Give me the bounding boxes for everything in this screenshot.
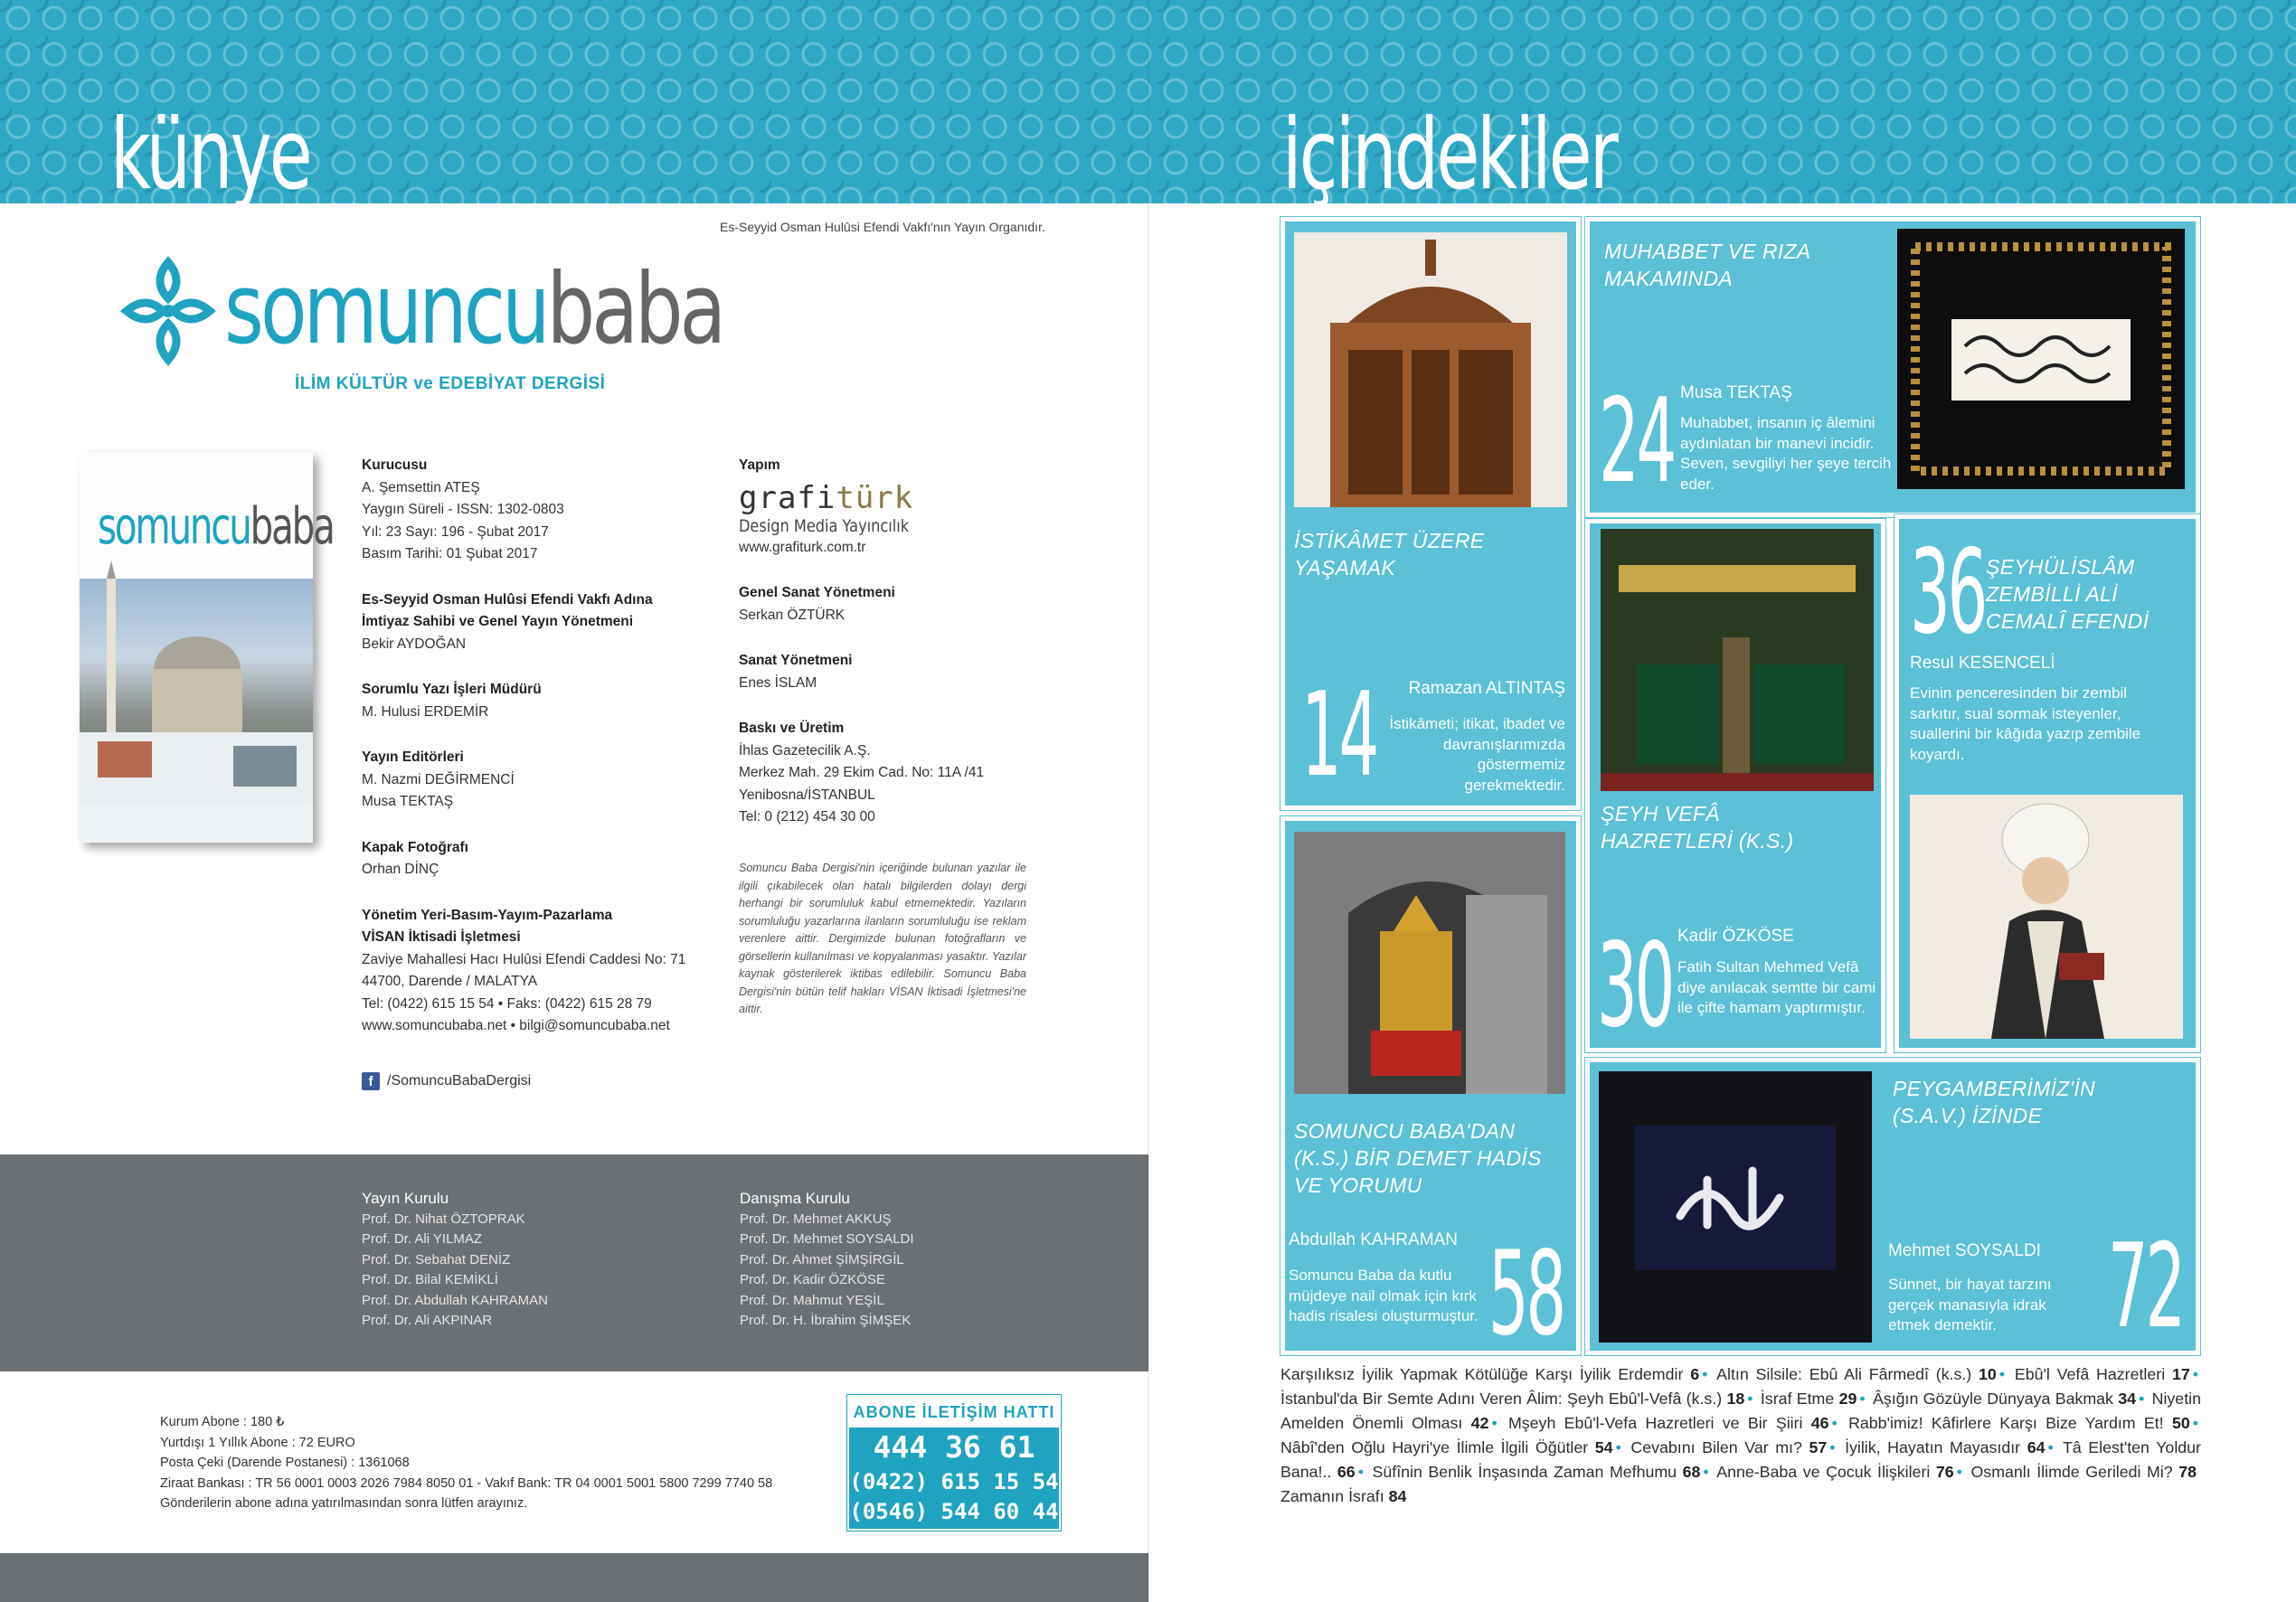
board-member: Prof. Dr. H. İbrahim ŞİMŞEK bbox=[740, 1313, 912, 1328]
toc-entry[interactable] bbox=[1970, 1463, 2197, 1481]
label-editors: Yayın Editörleri bbox=[362, 749, 464, 765]
toc-entry[interactable] bbox=[1508, 1414, 1829, 1432]
toc-entry-page: 46 bbox=[1810, 1414, 1829, 1432]
board-member: Prof. Dr. Ali AKPINAR bbox=[362, 1313, 493, 1328]
toc-article-24[interactable] bbox=[1585, 217, 2200, 517]
toc-article-72[interactable] bbox=[1585, 1058, 2200, 1355]
art-director-name: Enes İSLAM bbox=[739, 674, 817, 691]
toc-article-list: Karşılıksız İyilik Yapmak Kötülüğe Karşı İyilik Erdemdir 6 • Altın Silsile: Ebû Ali Fârmedî (k.s.) 10 • Ebû'l Vefâ Hazretleri 17 • İstanbul'da Bir Semte Adını Veren Âlim: Şeyh Ebû'l-Vefâ (k.s.) 18 • İsraf Etme 29 • Âşığın Gözüyle Dünyaya Bakmak 34 • Niyetin Amelden Önemli Olması 42 • Mşeyh Ebû'l-Vefa Hazretleri ve Bir Şiiri 46 • Rabb'imiz! Kâfirlere Karşı Bize Yardım Et! 50 • Nâbî'den Oğlu Hayri'ye İlimle İlgili Öğütler 54 • Cevabını Bilen Var mı? 57 • İyilik, Hayatın Mayasıdır 64 • Tâ Elest'ten Yoldur Bana!.. 66 • Süfînin Benlik İnşasında Zaman Mefhumu 68 • Anne-Baba ve Çocuk İlişkileri 76 • Osmanlı İlimde Geriledi Mi? 78 Zamanın İsrafı 84 bbox=[1280, 1365, 2201, 1505]
article-author: Mehmet SOYSALDI bbox=[1888, 1241, 2041, 1260]
article-description: İstikâmeti; itikat, ibadet ve davranışlarımızda göstermemiz gerekmektedir. bbox=[1389, 715, 1565, 794]
toc-entry-title: Osmanlı İlimde Geriledi Mi? bbox=[1970, 1463, 2173, 1481]
wooden-minbar-photo bbox=[1294, 232, 1567, 507]
toc-entry-title: Ebû'l Vefâ Hazretleri bbox=[2014, 1365, 2166, 1383]
toc-entry-page: 64 bbox=[2027, 1438, 2046, 1456]
publishing-board-heading: Yayın Kurulu bbox=[362, 1190, 449, 1207]
founder-name: A. Şemsettin ATEŞ bbox=[362, 479, 480, 495]
page-spine bbox=[1148, 0, 1149, 1602]
article-title: ŞEYHÜLİSLÂM ZEMBİLLİ ALİ CEMALÎ EFENDİ bbox=[1986, 555, 2150, 633]
tagline: Es-Seyyid Osman Hulûsi Efendi Vakfı'nın Yayın Organıdır. bbox=[720, 220, 1045, 234]
issn: Yaygın Süreli - ISSN: 1302-0803 bbox=[362, 502, 564, 517]
tomb-illustration bbox=[1601, 529, 1874, 791]
portrait-illustration bbox=[1910, 795, 2183, 1039]
minbar-illustration bbox=[1294, 232, 1567, 507]
logo-emblem-icon bbox=[121, 255, 215, 367]
article-author: Ramazan ALTINTAŞ bbox=[1408, 679, 1565, 698]
article-description: Sünnet, bir hayat tarzını gerçek manasıyla idrak etmek demektir. bbox=[1888, 1276, 2052, 1333]
cover-title-b: baba bbox=[250, 497, 334, 556]
logo-word-baba: baba bbox=[546, 253, 723, 366]
article-title: SOMUNCU BABA'DAN (K.S.) BİR DEMET HADİS VE YORUMU bbox=[1294, 1119, 1542, 1197]
article-title: ŞEYH VEFÂ HAZRETLERİ (K.S.) bbox=[1601, 802, 1794, 853]
article-page-number: 36 bbox=[1910, 525, 1985, 660]
toc-entry[interactable] bbox=[1716, 1463, 1953, 1481]
masthead-right bbox=[739, 455, 1037, 829]
toc-entry-page: 42 bbox=[1470, 1414, 1489, 1432]
hotline-number-1[interactable]: 444 36 61 bbox=[873, 1429, 1035, 1465]
kunye-heading: künye bbox=[110, 99, 310, 212]
masthead-left bbox=[362, 455, 705, 1038]
toc-entry-title: Niyetin Amelden Önemli Olması bbox=[1280, 1390, 2201, 1432]
advisory-board-heading: Danışma Kurulu bbox=[740, 1190, 850, 1207]
label-owner: İmtiyaz Sahibi ve Genel Yayın Yönetmeni bbox=[362, 614, 634, 629]
label-art-director-general: Genel Sanat Yönetmeni bbox=[739, 585, 895, 600]
advisory-board bbox=[740, 1189, 914, 1332]
label-editor-in-chief: Sorumlu Yazı İşleri Müdürü bbox=[362, 682, 542, 697]
toc-entry-title: Süfînin Benlik İnşasında Zaman Mefhumu bbox=[1372, 1463, 1677, 1481]
toc-entry[interactable] bbox=[1373, 1463, 1701, 1481]
board-member: Prof. Dr. Ahmet ŞİMŞİRGİL bbox=[740, 1251, 904, 1267]
article-page-number: 24 bbox=[1599, 374, 1674, 509]
logo-wordmark bbox=[224, 253, 723, 366]
art-director-general-name: Serkan ÖZTÜRK bbox=[739, 607, 846, 623]
toc-entry[interactable] bbox=[1280, 1365, 1699, 1383]
toc-entry-page: 34 bbox=[2118, 1390, 2137, 1408]
toc-entry-title: Anne-Baba ve Çocuk İlişkileri bbox=[1716, 1463, 1931, 1481]
printer-address-1: Merkez Mah. 29 Ekim Cad. No: 11A /41 bbox=[739, 765, 985, 780]
icindekiler-heading: içindekiler bbox=[1282, 99, 1616, 212]
article-description: Evinin penceresinden bir zembil sarkıtır, sual sormak isteyenler, suallerini bir kâğıda yazıp zembile koyardı. bbox=[1910, 684, 2141, 763]
board-member: Prof. Dr. Sebahat DENİZ bbox=[362, 1251, 511, 1267]
label-management: Yönetim Yeri-Basım-Yayım-Pazarlama bbox=[362, 907, 613, 923]
toc-entry[interactable] bbox=[1761, 1390, 1857, 1408]
label-printing: Baskı ve Üretim bbox=[739, 721, 845, 736]
logo-subtitle: İLİM KÜLTÜR ve EDEBİYAT DERGİSİ bbox=[295, 374, 606, 393]
facebook-handle: /SomuncuBabaDergisi bbox=[387, 1073, 532, 1088]
cover-footer bbox=[80, 805, 313, 843]
label-art-director: Sanat Yönetmeni bbox=[739, 653, 853, 668]
hotline-number-3[interactable]: (0546) 544 60 44 bbox=[849, 1499, 1059, 1524]
toc-entry-page: 50 bbox=[2171, 1414, 2190, 1432]
cover-photographer: Orhan DİNÇ bbox=[362, 862, 439, 877]
printer-name: İhlas Gazetecilik A.Ş. bbox=[739, 742, 871, 759]
cover-title-a: somuncu bbox=[98, 497, 250, 556]
article-author: Musa TEKTAŞ bbox=[1680, 383, 1792, 402]
facebook-link[interactable] bbox=[362, 1072, 531, 1090]
board-member: Prof. Dr. Kadir ÖZKÖSE bbox=[740, 1272, 885, 1287]
print-date: Basım Tarihi: 01 Şubat 2017 bbox=[362, 546, 538, 561]
subscription-line: Yurtdışı 1 Yıllık Abone : 72 EURO bbox=[160, 1435, 355, 1450]
article-page-number: 30 bbox=[1597, 919, 1672, 1053]
subscription-line: Gönderilerin abone adına yatırılmasından sonra lütfen arayınız. bbox=[160, 1496, 528, 1511]
disclaimer-text: Somuncu Baba Dergisi'nin içeriğinde bulunan yazılar ile ilgili çıkabilecek olan hatalı bilgilerden dolayı dergi herhangi bir sorumluluk kabul etmemektedir. Yazıların sorumluluğu yazarlarına ilanların sorumluluğu ise reklam verenlere aittir. Dergimizde bulunan fotoğrafların ve görsellerin kullanılması ve kopyalanması yasaktır. Yazılar kaynak gösterilerek iktibas edilebilir. Somuncu Baba Dergisi'nin bütün telif hakları VİSAN İktisadi İşletmesi'ne aittir. bbox=[739, 862, 1026, 1015]
toc-entry-page: 57 bbox=[1809, 1438, 1828, 1456]
magazine-logo bbox=[118, 246, 723, 409]
toc-entry-title: İstanbul'da Bir Semte Adını Veren Âlim: Şeyh Ebû'l-Vefâ (k.s.) bbox=[1280, 1390, 1723, 1408]
board-member: Prof. Dr. Bilal KEMİKLİ bbox=[362, 1272, 498, 1287]
subscription-line: Kurum Abone : 180 ₺ bbox=[160, 1415, 285, 1429]
publishing-board bbox=[362, 1189, 548, 1332]
bottom-bar bbox=[0, 1553, 1148, 1602]
board-member: Prof. Dr. Nihat ÖZTOPRAK bbox=[362, 1211, 525, 1227]
article-title: İSTİKÂMET ÜZERE YAŞAMAK bbox=[1294, 529, 1485, 580]
toc-entry-page: 6 bbox=[1690, 1365, 1700, 1383]
toc-entry-title: Âşığın Gözüyle Dünyaya Bakmak bbox=[1872, 1390, 2113, 1408]
toc-entry-page: 17 bbox=[2171, 1365, 2190, 1383]
board-member: Prof. Dr. Abdullah KAHRAMAN bbox=[362, 1292, 548, 1308]
toc-entry-title: İyilik, Hayatın Mayasıdır bbox=[1845, 1438, 2021, 1456]
article-author: Kadir ÖZKÖSE bbox=[1677, 927, 1794, 946]
toc-article-58[interactable] bbox=[1280, 816, 1581, 1362]
article-title: PEYGAMBERİMİZ'İN (S.A.V.) İZİNDE bbox=[1893, 1077, 2095, 1127]
shrine-illustration bbox=[1294, 832, 1565, 1094]
toc-entry-title: Tâ Elest'ten Yoldur Bana!.. bbox=[1280, 1438, 2201, 1481]
toc-entry[interactable] bbox=[2015, 1365, 2190, 1383]
toc-entry[interactable] bbox=[1848, 1414, 2190, 1432]
toc-article-36[interactable] bbox=[1894, 514, 2200, 1052]
editor-name-2: Musa TEKTAŞ bbox=[362, 794, 454, 809]
toc-entry-title: Cevabını Bilen Var mı? bbox=[1630, 1438, 1802, 1456]
calligraphy-muhammad-photo bbox=[1599, 1071, 1872, 1343]
article-title: MUHABBET VE RIZA MAKAMINDA bbox=[1604, 240, 1810, 290]
article-description: Somuncu Baba da kutlu müjdeye nail olmak için kırk hadis risalesi oluşturmuştur. bbox=[1289, 1267, 1479, 1324]
toc-entry[interactable] bbox=[1280, 1390, 1744, 1408]
toc-entry-title: Mşeyh Ebû'l-Vefa Hazretleri ve Bir Şiiri bbox=[1507, 1414, 1803, 1432]
toc-entry[interactable] bbox=[1280, 1487, 1406, 1505]
board-member: Prof. Dr. Mahmut YEŞİL bbox=[740, 1292, 884, 1308]
article-page-number: 72 bbox=[2108, 1220, 2183, 1354]
label-foundation: Es-Seyyid Osman Hulûsi Efendi Vakfı Adına bbox=[362, 591, 653, 608]
board-member: Prof. Dr. Ali YILMAZ bbox=[362, 1231, 483, 1247]
article-description: Muhabbet, insanın iç âlemini aydınlatan bir manevi incidir. Seven, sevgiliyi her şeye tercih eder. bbox=[1680, 414, 1892, 493]
grafiturk-logo bbox=[739, 481, 1037, 515]
address-line-1: Zaviye Mahallesi Hacı Hulûsi Efendi Caddesi No: 71 bbox=[362, 951, 686, 967]
toc-article-30[interactable] bbox=[1585, 519, 1885, 1052]
label-visan: VİSAN İktisadi İşletmesi bbox=[362, 929, 521, 945]
toc-entry-title: Karşılıksız İyilik Yapmak Kötülüğe Karşı İyilik Erdemdir bbox=[1280, 1365, 1684, 1383]
subscription-info bbox=[160, 1412, 772, 1514]
cover-title bbox=[98, 497, 334, 556]
article-page-number: 14 bbox=[1301, 668, 1376, 803]
toc-entry-page: 10 bbox=[1979, 1365, 1997, 1383]
ottoman-scholar-portrait bbox=[1910, 795, 2183, 1039]
label-cover-photo: Kapak Fotoğrafı bbox=[362, 839, 468, 855]
toc-entry-page: 68 bbox=[1682, 1463, 1701, 1481]
subscription-line: Ziraat Bankası : TR 56 0001 0003 2026 7984 8050 01 - Vakıf Bank: TR 04 0001 5001 5800 7299 7740 58 bbox=[160, 1475, 773, 1491]
toc-entry-title: İsraf Etme bbox=[1760, 1390, 1835, 1408]
tomb-interior-photo bbox=[1601, 529, 1874, 791]
toc-entry-title: Zamanın İsrafı bbox=[1280, 1487, 1384, 1505]
article-author: Resul KESENCELİ bbox=[1910, 654, 2055, 673]
board-member: Prof. Dr. Mehmet SOYSALDI bbox=[740, 1231, 914, 1247]
printer-phone: Tel: 0 (212) 454 30 00 bbox=[739, 809, 875, 825]
toc-entry-page: 78 bbox=[2178, 1463, 2197, 1481]
label-founder: Kurucusu bbox=[362, 457, 428, 473]
toc-entry[interactable] bbox=[1873, 1390, 2136, 1408]
subscription-hotline-box bbox=[847, 1395, 1061, 1531]
toc-entry[interactable] bbox=[1280, 1438, 1613, 1456]
phone-fax: Tel: (0422) 615 15 54 • Faks: (0422) 615 28 79 bbox=[362, 995, 652, 1012]
owner-name: Bekir AYDOĞAN bbox=[362, 636, 467, 652]
toc-entry[interactable] bbox=[1630, 1438, 1827, 1456]
grafiturk-url[interactable]: www.grafiturk.com.tr bbox=[739, 539, 866, 555]
subscription-line: Posta Çeki (Darende Postanesi) : 1361068 bbox=[160, 1456, 410, 1470]
toc-entry-title: Nâbî'den Oğlu Hayri'ye İlimle İlgili Öğütler bbox=[1280, 1438, 1589, 1456]
boards-panel bbox=[0, 1154, 1148, 1371]
toc-entry[interactable] bbox=[1716, 1365, 1997, 1383]
printer-address-2: Yenibosna/İSTANBUL bbox=[739, 787, 875, 803]
toc-entry-page: 54 bbox=[1594, 1438, 1613, 1456]
article-author: Abdullah KAHRAMAN bbox=[1289, 1230, 1458, 1249]
grafiturk-logo-b: türk bbox=[836, 479, 914, 516]
magazine-cover-image bbox=[80, 452, 334, 843]
cover-mosque-photo bbox=[80, 579, 313, 805]
logo-word-somuncu: somuncu bbox=[224, 253, 547, 366]
article-page-number: 58 bbox=[1488, 1227, 1564, 1362]
hotline-number-2[interactable]: (0422) 615 15 54 bbox=[849, 1469, 1059, 1494]
grafiturk-subtitle: Design Media Yayıncılık bbox=[739, 515, 910, 536]
toc-entry-title: Altın Silsile: Ebû Ali Fârmedî (k.s.) bbox=[1716, 1365, 1972, 1383]
toc-entry[interactable] bbox=[1845, 1438, 2045, 1456]
mosque-illustration bbox=[80, 579, 313, 805]
year-issue: Yıl: 23 Sayı: 196 - Şubat 2017 bbox=[362, 523, 549, 540]
toc-entry-page: 29 bbox=[1838, 1390, 1857, 1408]
calligraphy-illustration bbox=[1897, 229, 2185, 489]
editor-in-chief-name: M. Hulusi ERDEMİR bbox=[362, 703, 489, 720]
editor-name-1: M. Nazmi DEĞİRMENCİ bbox=[362, 771, 515, 787]
hotline-title: ABONE İLETİŞİM HATTI bbox=[849, 1397, 1059, 1428]
board-member: Prof. Dr. Mehmet AKKUŞ bbox=[740, 1211, 892, 1227]
website-email[interactable]: www.somuncubaba.net • bilgi@somuncubaba.net bbox=[362, 1018, 670, 1033]
toc-entry-page: 76 bbox=[1935, 1463, 1954, 1481]
toc-entry-page: 18 bbox=[1726, 1390, 1745, 1408]
address-line-2: 44700, Darende / MALATYA bbox=[362, 974, 538, 989]
facebook-icon: f bbox=[362, 1072, 380, 1090]
calligraphy-panel-photo bbox=[1897, 229, 2185, 489]
calligraphy-muhammad-illustration bbox=[1599, 1071, 1872, 1343]
article-description: Fatih Sultan Mehmed Vefâ diye anılacak semtte bir cami ile çifte hamam yaptırmıştır. bbox=[1677, 958, 1876, 1016]
toc-article-14[interactable] bbox=[1280, 217, 1581, 810]
toc-entry-page: 84 bbox=[1388, 1487, 1407, 1505]
grafiturk-logo-a: grafi bbox=[739, 479, 836, 516]
label-production: Yapım bbox=[739, 457, 780, 473]
toc-entry-title: Rabb'imiz! Kâfirlere Karşı Bize Yardım Et! bbox=[1848, 1414, 2164, 1432]
toc-entry-page: 66 bbox=[1337, 1463, 1356, 1481]
shrine-doorway-photo bbox=[1294, 832, 1565, 1094]
